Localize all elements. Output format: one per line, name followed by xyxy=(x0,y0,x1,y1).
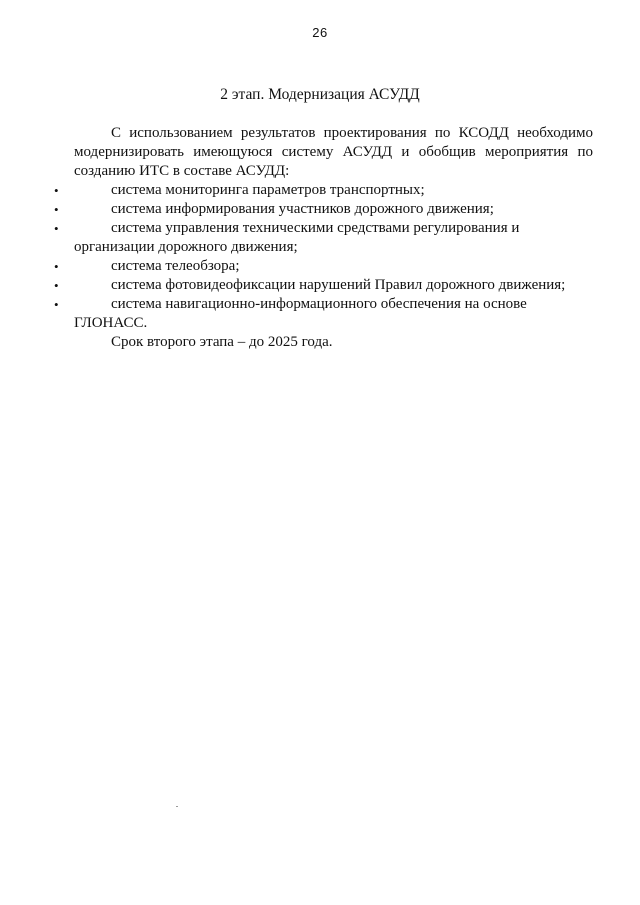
page-number: 26 xyxy=(312,25,328,40)
list-item-text: система навигационно-информационного обеспечения на основе ГЛОНАСС. xyxy=(74,296,527,331)
list-item-text: система фотовидеофиксации нарушений Правил дорожного движения; xyxy=(111,277,566,293)
measures-list xyxy=(54,181,593,333)
list-item xyxy=(54,276,593,295)
bullet-icon: • xyxy=(54,183,59,198)
bullet-icon: • xyxy=(54,297,59,312)
list-item xyxy=(54,181,593,200)
list-item-text: система управления техническими средствами регулирования и организации дорожного движения; xyxy=(74,220,520,255)
list-item xyxy=(54,295,593,333)
list-item-text: система телеобзора; xyxy=(111,258,240,274)
bullet-icon: • xyxy=(54,221,59,236)
list-item xyxy=(54,219,593,257)
list-item-text: система мониторинга параметров транспортных; xyxy=(111,182,425,198)
document-body xyxy=(54,124,593,352)
intro-paragraph: С использованием результатов проектирования по КСОДД необходимо модернизировать имеющуюся систему АСУДД и обобщив мероприятия по созданию ИТС в составе АСУДД: xyxy=(74,125,593,179)
bullet-icon: • xyxy=(54,278,59,293)
list-item xyxy=(54,200,593,219)
deadline-paragraph: Срок второго этапа – до 2025 года. xyxy=(111,334,333,350)
scan-artifact xyxy=(176,806,178,807)
bullet-icon: • xyxy=(54,202,59,217)
section-heading: 2 этап. Модернизация АСУДД xyxy=(220,86,420,103)
list-item-text: система информирования участников дорожного движения; xyxy=(111,201,494,217)
list-item xyxy=(54,257,593,276)
bullet-icon: • xyxy=(54,259,59,274)
